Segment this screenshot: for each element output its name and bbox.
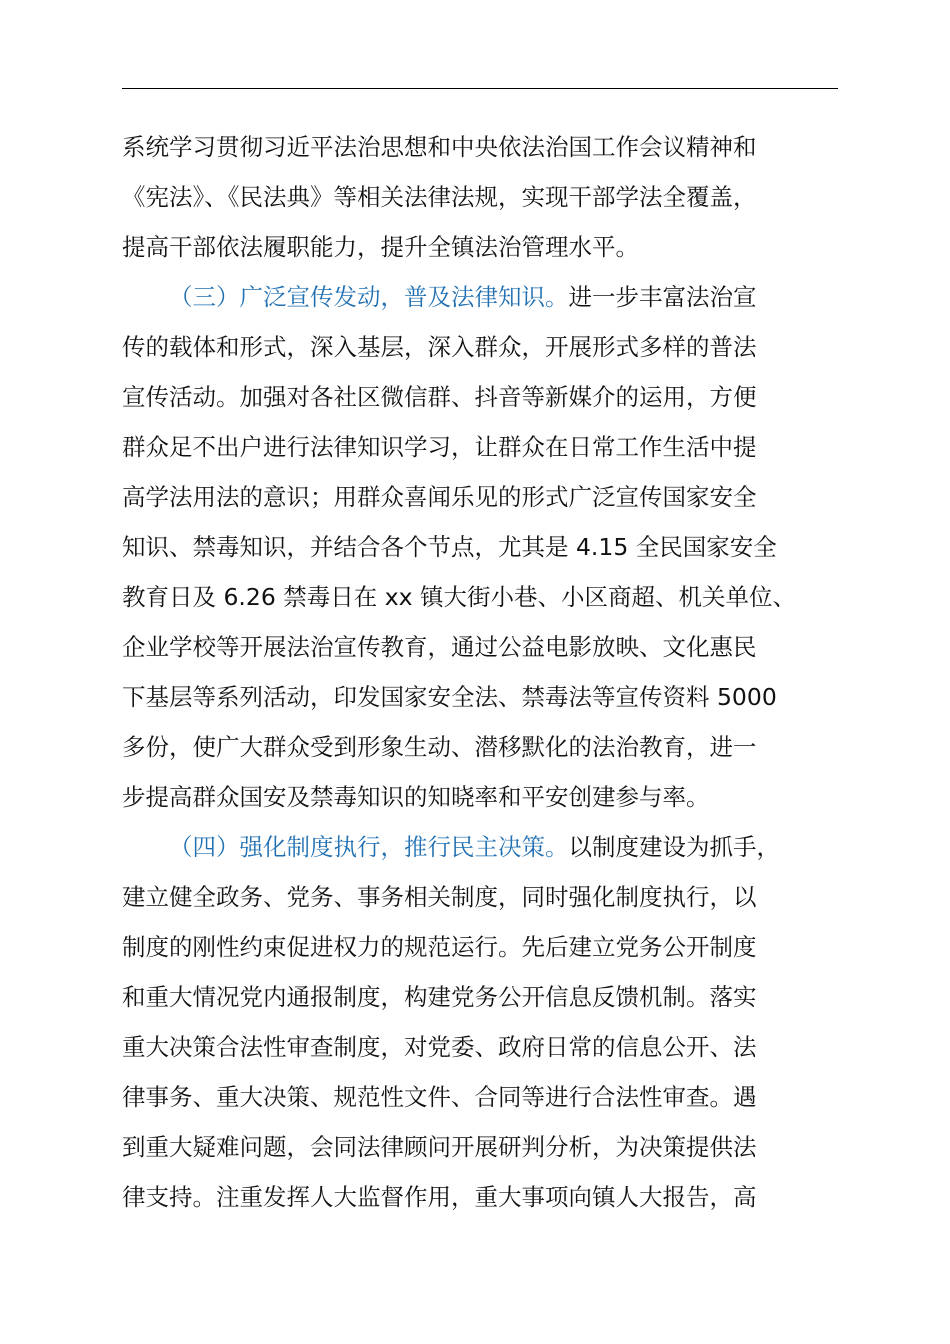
text-line: 到重大疑难问题，会同法律顾问开展研判分析，为决策提供法: [122, 1133, 757, 1161]
text-line: 系统学习贯彻习近平法治思想和中央依法治国工作会议精神和: [122, 133, 757, 161]
text-line: 和重大情况党内通报制度，构建党务公开信息反馈机制。落实: [122, 983, 757, 1011]
section-4-heading: （四）强化制度执行，推行民主决策。: [169, 833, 569, 861]
text-line: 制度的刚性约束促进权力的规范运行。先后建立党务公开制度: [122, 933, 757, 961]
text-line: 多份，使广大群众受到形象生动、潜移默化的法治教育，进一: [122, 733, 757, 761]
text-line: 重大决策合法性审查制度，对党委、政府日常的信息公开、法: [122, 1033, 757, 1061]
text-line: 律支持。注重发挥人大监督作用，重大事项向镇人大报告，高: [122, 1183, 757, 1211]
text-line: 建立健全政务、党务、事务相关制度，同时强化制度执行，以: [122, 883, 757, 911]
section-3-first-line: [122, 272, 838, 322]
section-4-first-line-text: 以制度建设为抓手，: [568, 833, 780, 861]
text-line: 企业学校等开展法治宣传教育，通过公益电影放映、文化惠民: [122, 633, 757, 661]
section-4-first-line: [122, 822, 838, 872]
text-line: 传的载体和形式，深入基层，深入群众，开展形式多样的普法: [122, 333, 757, 361]
section-3-first-line-text: 进一步丰富法治宣: [568, 283, 757, 311]
text-line: 宣传活动。加强对各社区微信群、抖音等新媒介的运用，方便: [122, 383, 757, 411]
text-line: 知识、禁毒知识，并结合各个节点，尤其是 4.15 全民国家安全: [122, 533, 777, 561]
text-line: 高学法用法的意识；用群众喜闻乐见的形式广泛宣传国家安全: [122, 483, 757, 511]
document-body: [122, 122, 838, 1222]
text-line: 律事务、重大决策、规范性文件、合同等进行合法性审查。遇: [122, 1083, 757, 1111]
text-line: 《宪法》、《民法典》等相关法律法规，实现干部学法全覆盖，: [122, 183, 757, 211]
text-line: 群众足不出户进行法律知识学习，让群众在日常工作生活中提: [122, 433, 757, 461]
text-line: 步提高群众国安及禁毒知识的知晓率和平安创建参与率。: [122, 783, 710, 811]
text-line: 下基层等系列活动，印发国家安全法、禁毒法等宣传资料 5000: [122, 683, 777, 711]
text-line: 教育日及 6.26 禁毒日在 xx 镇大街小巷、小区商超、机关单位、: [122, 583, 797, 611]
header-rule: [122, 88, 838, 89]
text-line: 提高干部依法履职能力，提升全镇法治管理水平。: [122, 233, 639, 261]
section-3-heading: （三）广泛宣传发动，普及法律知识。: [169, 283, 569, 311]
